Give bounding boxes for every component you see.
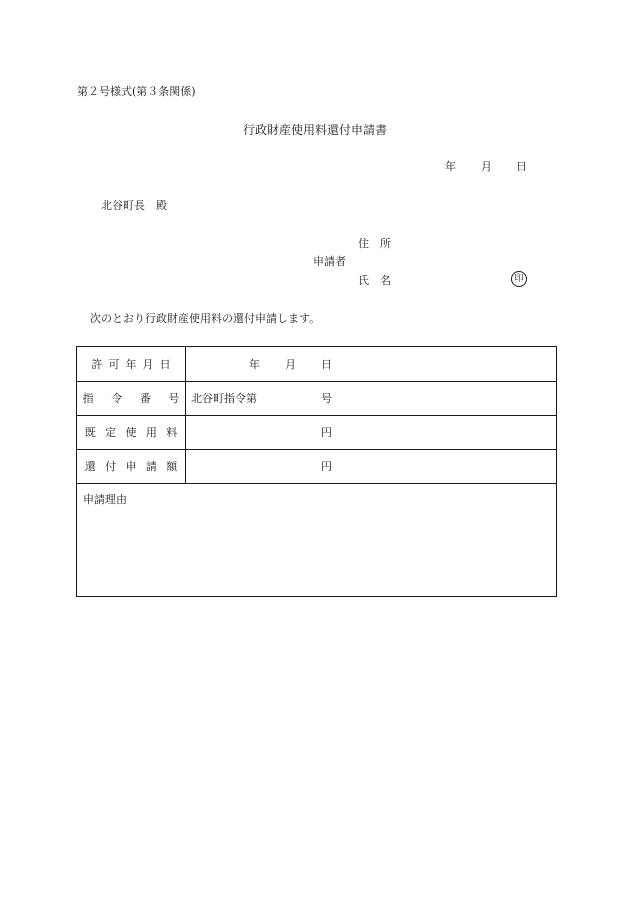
application-reason-label: 申請理由	[83, 493, 127, 506]
application-statement: 次のとおり行政財産使用料の還付申請します。	[90, 312, 321, 325]
applicant-name-label: 氏 名	[358, 274, 391, 287]
date-day-label: 日	[516, 160, 527, 173]
fixed-fee-unit: 円	[321, 426, 332, 439]
permit-date-year: 年	[249, 358, 260, 371]
order-number-suffix: 号	[321, 392, 332, 405]
permit-date-month: 月	[285, 358, 296, 371]
order-number-row	[77, 381, 556, 416]
order-number-prefix: 北谷町指令第	[191, 392, 257, 405]
fixed-fee-label-cell	[77, 415, 186, 449]
refund-amount-label: 還付申請額	[84, 460, 187, 473]
form-number: 第２号様式(第３条関係)	[77, 85, 196, 98]
date-month-label: 月	[481, 160, 492, 173]
order-number-label: 指令番号	[82, 392, 197, 405]
permit-date-day: 日	[321, 358, 332, 371]
document-title: 行政財産使用料還付申請書	[242, 123, 387, 137]
refund-amount-label-cell	[77, 449, 186, 483]
refund-amount-unit: 円	[321, 460, 332, 473]
permit-date-row	[77, 347, 556, 382]
fixed-fee-label: 既定使用料	[84, 426, 187, 439]
date-year-label: 年	[445, 160, 456, 173]
order-number-label-cell	[77, 381, 197, 415]
seal-mark-icon	[511, 271, 527, 287]
seal-mark-text: 印	[514, 273, 524, 284]
permit-date-label: 許可年月日	[91, 358, 177, 371]
fixed-fee-row	[77, 415, 556, 450]
addressee: 北谷町長 殿	[101, 199, 167, 212]
permit-date-label-cell	[77, 347, 186, 381]
refund-amount-row	[77, 449, 556, 484]
applicant-address-label: 住 所	[358, 237, 391, 250]
applicant-label: 申請者	[313, 255, 346, 268]
application-form-table	[76, 346, 557, 597]
